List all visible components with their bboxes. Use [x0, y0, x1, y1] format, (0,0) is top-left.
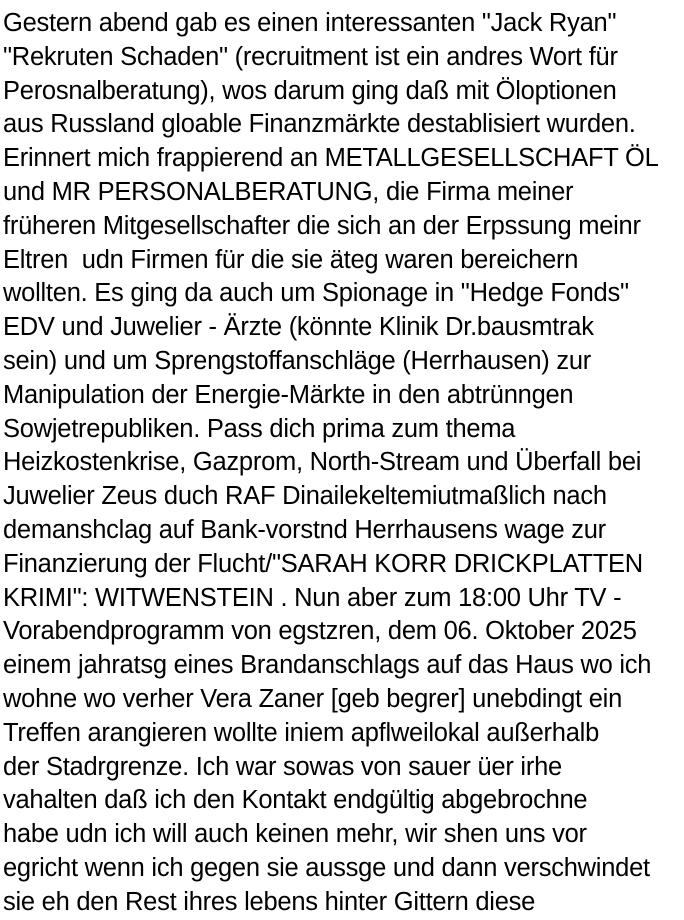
text-line-17: Finanzierung der Flucht/"SARAH KORR DRICKPLATTEN	[3, 549, 643, 578]
text-line-6: und MR PERSONALBERATUNG, die Firma meiner	[3, 177, 574, 206]
text-line-8: Eltren udn Firmen für die sie äteg waren bereichern	[3, 245, 579, 274]
text-line-1: Gestern abend gab es einen interessanten "Jack Ryan"	[3, 9, 617, 37]
text-line-3: Perosnalberatung), wos darum ging daß mit Öloptionen	[3, 76, 617, 105]
text-line-16: demanshclag auf Bank-vorstnd Herrhausens wage zur	[3, 515, 606, 544]
text-line-18: KRIMI": WITWENSTEIN . Nun aber zum 18:00 Uhr TV -	[3, 583, 622, 612]
text-line-20: einem jahratsg eines Brandanschlags auf das Haus wo ich	[3, 651, 652, 680]
text-line-10: EDV und Juwelier - Ärzte (könnte Klinik Dr.bausmtrak	[3, 313, 594, 342]
text-line-22: Treffen arangieren wollte iniem apflweilokal außerhalb	[3, 718, 599, 747]
text-line-21: wohne wo verher Vera Zaner [geb begrer] unebdingt ein	[3, 684, 622, 713]
text-line-11: sein) und um Sprengstoffanschläge (Herrhausen) zur	[3, 346, 592, 375]
text-line-2: "Rekruten Schaden" (recruitment ist ein andres Wort für	[3, 42, 618, 71]
text-line-14: Heizkostenkrise, Gazprom, North-Stream und Überfall bei	[3, 448, 642, 477]
text-line-26: egricht wenn ich gegen sie aussge und dann verschwindet	[3, 853, 650, 882]
text-line-5: Erinnert mich frappierend an METALLGESELLSCHAFT ÖL	[3, 144, 659, 173]
text-line-24: vahalten daß ich den Kontakt endgültig abgebrochne	[3, 786, 588, 815]
text-line-15: Juwelier Zeus duch RAF Dinailekeltemiutmaßlich nach	[3, 482, 607, 511]
text-line-19: Vorabendprogramm von egstzren, dem 06. Oktober 2025	[3, 617, 637, 646]
text-line-25: habe udn ich will auch keinen mehr, wir shen uns vor	[3, 820, 587, 849]
text-line-7: früheren Mitgesellschafter die sich an der Erpssung meinr	[3, 211, 641, 240]
text-line-27: sie eh den Rest ihres lebens hinter Gittern diese	[3, 887, 536, 916]
text-line-9: wollten. Es ging da auch um Spionage in "Hedge Fonds"	[3, 279, 629, 308]
text-line-23: der Stadrgrenze. Ich war sowas von sauer üer irhe	[3, 752, 562, 781]
text-line-13: Sowjetrepubliken. Pass dich prima zum thema	[3, 414, 516, 443]
text-line-4: aus Russland gloable Finanzmärkte destablisiert wurden.	[3, 110, 636, 139]
text-line-12: Manipulation der Energie-Märkte in den abtrünngen	[3, 380, 574, 409]
